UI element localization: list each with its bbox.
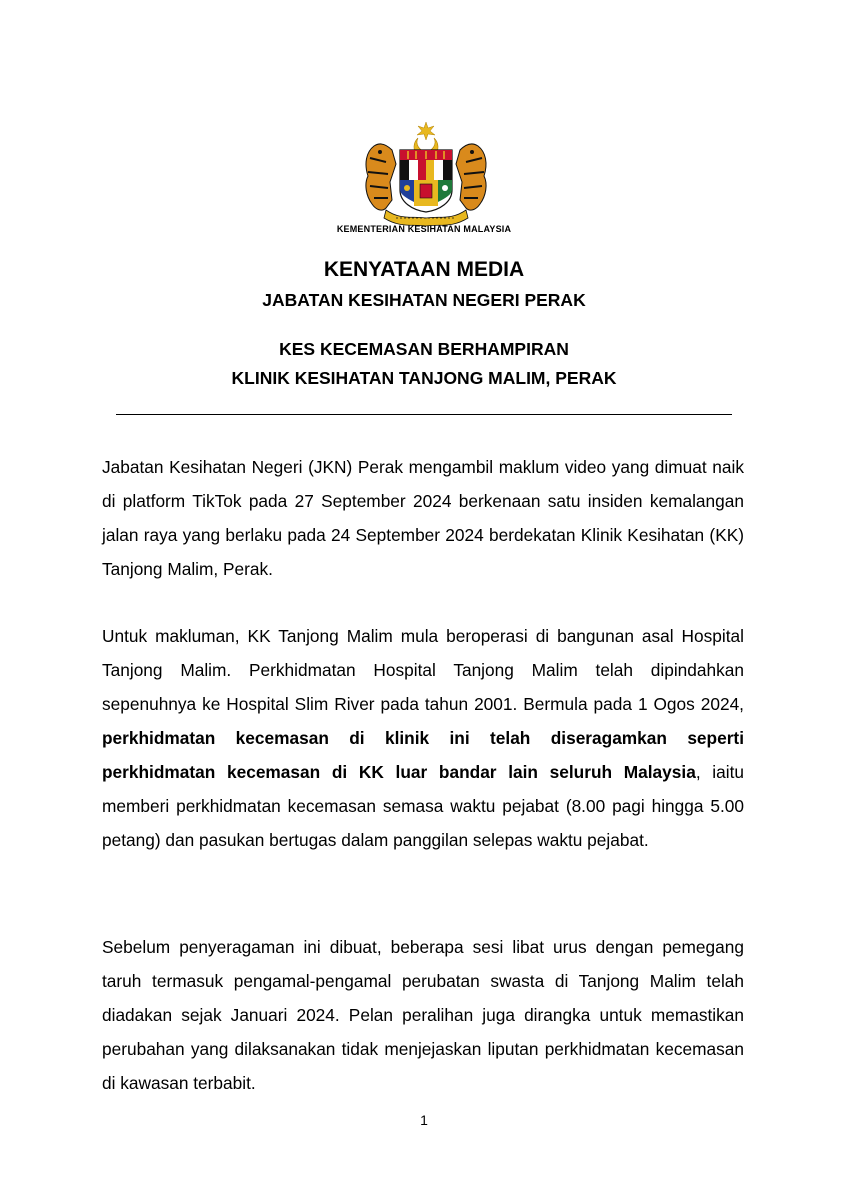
paragraph-1: Jabatan Kesihatan Negeri (JKN) Perak mengambil maklum video yang dimuat naik di platform TikTok pada 27 September 2024 berkenaan satu insiden kemalangan jalan raya yang berlaku pada 24 September 2024 berdekatan Klinik Kesihatan (KK) Tanjong Malim, Perak.	[102, 457, 744, 579]
paragraph-3: Sebelum penyeragaman ini dibuat, beberapa sesi libat urus dengan pemegang taruh termasuk pengamal-pengamal perubatan swasta di Tanjong Malim telah diadakan sejak Januari 2024. Pelan peralihan juga dirangka untuk memastikan perubahan yang dilaksanakan tidak menjejaskan liputan perkhidmatan kecemasan di kawasan terbabit.	[102, 937, 744, 1093]
department-title: JABATAN KESIHATAN NEGERI PERAK	[262, 290, 586, 310]
paragraph-2-bold-text: perkhidmatan kecemasan di klinik ini telah diseragamkan seperti perkhidmatan kecemasan di KK luar bandar lain seluruh Malaysia	[102, 728, 744, 782]
page-number: 1	[420, 1112, 428, 1128]
subject-title-line1: KES KECEMASAN BERHAMPIRAN	[279, 339, 569, 359]
paragraph-2-text-after: , iaitu memberi perkhidmatan kecemasan semasa waktu pejabat (8.00 pagi hingga 5.00 petang) dan pasukan bertugas dalam panggilan selepas waktu pejabat.	[102, 762, 744, 850]
ministry-name: KEMENTERIAN KESIHATAN MALAYSIA	[336, 224, 512, 234]
malaysia-coat-of-arms-icon	[356, 118, 496, 230]
paragraph-2-text-before: Untuk makluman, KK Tanjong Malim mula beroperasi di bangunan asal Hospital Tanjong Malim. Perkhidmatan Hospital Tanjong Malim telah dipindahkan sepenuhnya ke Hospital Slim River pada tahun 2001. Bermula pada 1 Ogos 2024,	[102, 626, 744, 714]
document-type-title: KENYATAAN MEDIA	[323, 258, 525, 281]
paragraph-2	[102, 619, 744, 857]
subject-title-line2: KLINIK KESIHATAN TANJONG MALIM, PERAK	[231, 368, 617, 388]
title-divider	[116, 414, 732, 415]
